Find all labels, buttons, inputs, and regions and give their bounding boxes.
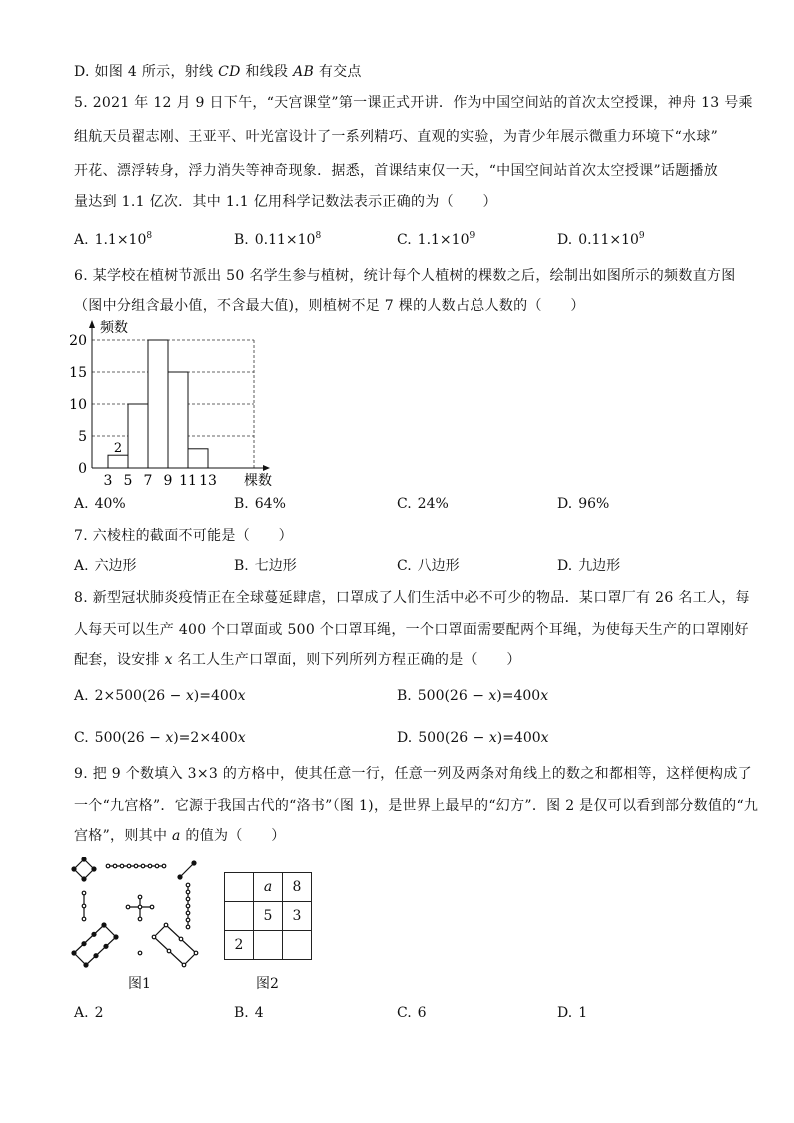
line-text-before: 配套，设安排 [74,652,165,668]
option-label: D. [557,558,573,574]
option-text: 64% [254,496,286,512]
q6-option-d[interactable] [557,494,609,514]
q5-line-3: 开花、漂浮转身，浮力消失等神奇现象．据悉，首课结束仅一天，“中国空间站首次太空授课”话题播放 [74,163,719,179]
q7-option-c[interactable] [397,556,460,576]
y-axis-label: 频数 [100,320,128,336]
option-base: 0.11×10 [578,232,639,248]
option-exponent: 8 [315,231,322,241]
x-tick-label: 9 [163,473,173,488]
figure-2-caption: 图2 [256,976,279,992]
x-tick-label: 3 [103,473,113,488]
option-text: 七边形 [254,558,297,574]
q5-option-a[interactable] [74,230,152,250]
option-base: 1.1×10 [94,232,147,248]
histogram-bar [108,455,128,468]
grid-row [225,931,312,960]
option-text: 40% [94,496,126,512]
option-label: D. [74,64,90,80]
y-tick-label: 10 [69,397,87,413]
q7-line: 7. 六棱柱的截面不可能是（ ） [74,528,293,544]
q8-option-a[interactable] [74,686,246,706]
grid-cell: 8 [283,873,312,902]
option-lhs: 500(26 − [94,730,166,746]
grid-cell-a [254,873,283,902]
ray-cd: CD [218,64,241,80]
option-lhs: 2×500(26 − [94,688,186,704]
option-text: 6 [417,1005,427,1021]
option-mid: )=400 [496,688,541,704]
option-text: 九边形 [578,558,621,574]
histogram-bar [168,372,188,468]
option-text: 4 [254,1005,264,1021]
q9-option-d[interactable] [557,1003,587,1023]
q6-option-a[interactable] [74,494,126,514]
option-exponent: 9 [469,231,476,241]
q9-option-b[interactable] [234,1003,264,1023]
variable-a: a [172,828,181,844]
option-label: B. [397,688,412,704]
option-text-mid: 和线段 [240,64,294,80]
option-label: C. [397,232,412,248]
histogram-bar [188,449,208,468]
q8-line-2: 人每天可以生产 400 个口罩面或 500 个口罩耳绳，一个口罩面需要配两个耳绳，为使每天生产的口罩刚好 [74,622,749,638]
grid-cell [283,931,312,960]
figure-1-caption: 图1 [128,976,151,992]
variable-x: x [488,688,497,704]
y-tick-label: 0 [78,461,87,477]
q5-line-1: 5. 2021 年 12 月 9 日下午，“天宫课堂”第一课正式开讲．作为中国空间站的首次太空授课，神舟 13 号乘 [74,95,753,111]
option-label: C. [397,558,412,574]
option-label: B. [234,558,249,574]
option-mid: )=2×400 [173,730,238,746]
variable-x: x [164,652,173,668]
q6-option-b[interactable] [234,494,286,514]
segment-ab: AB [293,64,315,80]
variable-x: x [237,730,246,746]
variable-x: x [185,688,194,704]
option-text: 2 [94,1005,104,1021]
option-label: A. [74,1005,89,1021]
line-text-before: 宫格”，则其中 [74,828,173,844]
option-label: D. [557,232,573,248]
variable-a: a [263,879,273,895]
option-label: D. [397,730,413,746]
y-tick-label: 20 [69,333,87,349]
option-text: 八边形 [417,558,460,574]
histogram-bar [148,340,168,468]
option-base: 1.1×10 [417,232,470,248]
q9-option-c[interactable] [397,1003,427,1023]
option-label: A. [74,496,89,512]
option-lhs: 500(26 − [417,688,489,704]
option-mid: )=400 [496,730,541,746]
option-text-before: 如图 4 所示，射线 [94,64,219,80]
option-label: D. [557,496,573,512]
option-mid: )=400 [193,688,238,704]
q6-line-1: 6. 某学校在植树节派出 50 名学生参与植树，统计每个人植树的棵数之后，绘制出如图所示的频数直方图 [74,268,736,284]
grid-cell [225,902,254,931]
y-tick-label: 15 [69,365,87,381]
variable-x: x [237,688,246,704]
option-label: C. [397,496,412,512]
histogram-bar [128,404,148,468]
option-lhs: 500(26 − [418,730,489,746]
variable-x: x [165,730,174,746]
y-tick-label: 5 [78,429,87,445]
q9-line-2: 一个“九宫格”．它源于我国古代的“洛书”（图 1)，是世界上最早的“幻方”．图 2 是仅可以看到部分数值的“九 [74,798,759,814]
q7-option-b[interactable] [234,556,297,576]
q8-option-c[interactable] [74,728,246,748]
x-tick-label: 11 [179,473,197,488]
q7-option-a[interactable] [74,556,137,576]
grid-cell: 5 [254,902,283,931]
y-axis-arrow [89,320,95,328]
option-label: D. [557,1005,573,1021]
x-axis-label: 棵数 [244,473,272,488]
variable-x: x [540,730,549,746]
option-label: B. [234,1005,249,1021]
x-tick-label: 13 [199,473,217,488]
histogram-plot [69,319,272,488]
luoshu-figure [70,857,200,969]
q9-option-a[interactable] [74,1003,103,1023]
q5-line-4: 量达到 1.1 亿次．其中 1.1 亿用科学记数法表示正确的为（ ） [74,194,497,210]
option-base: 0.11×10 [254,232,316,248]
grid-row [225,873,312,902]
option-text: 24% [417,496,449,512]
option-text: 六边形 [94,558,137,574]
x-axis-arrow [263,465,270,471]
q5-line-2: 组航天员翟志刚、王亚平、叶光富设计了一系列精巧、直观的实验，为青少年展示微重力环境下“水球” [74,129,719,145]
option-label: A. [74,232,89,248]
option-label: C. [74,730,89,746]
grid-cell [254,931,283,960]
q6-option-c[interactable] [397,494,449,514]
line-text-after: 的值为（ ） [180,828,286,844]
q9-line-1: 9. 把 9 个数填入 3×3 的方格中，使其任意一行，任意一列及两条对角线上的数之和都相等，这样便构成了 [74,766,752,782]
q5-option-c[interactable] [397,230,475,250]
option-label: B. [234,232,249,248]
q7-option-d[interactable] [557,556,620,576]
q9-line-3 [74,826,286,846]
data-label: 2 [113,441,123,457]
line-text-after: 名工人生产口罩面，则下列所列方程正确的是（ ） [172,652,521,668]
frequency-histogram [58,318,288,488]
x-tick-label: 5 [123,473,133,488]
q6-line-2: （图中分组含最小值，不含最大值)，则植树不足 7 棵的人数占总人数的（ ） [74,298,585,314]
variable-x: x [488,730,497,746]
variable-x: x [540,688,549,704]
q8-option-d[interactable] [397,728,549,748]
option-label: A. [74,558,89,574]
magic-square-grid [224,872,312,960]
option-text: 96% [578,496,610,512]
grid-cell: 3 [283,902,312,931]
x-tick-label: 7 [143,473,153,488]
option-text: 1 [578,1005,588,1021]
option-exponent: 9 [638,231,645,241]
option-text-after: 有交点 [314,64,362,80]
option-exponent: 8 [146,231,153,241]
grid-cell [225,873,254,902]
q4-option-d [74,62,362,82]
q8-option-b[interactable] [397,686,548,706]
option-label: C. [397,1005,412,1021]
option-label: B. [234,496,249,512]
q8-line-1: 8. 新型冠状肺炎疫情正在全球蔓延肆虐，口罩成了人们生活中必不可少的物品．某口罩厂有 26 名工人，每 [74,590,750,606]
q5-option-d[interactable] [557,230,645,250]
q8-line-3 [74,650,521,670]
option-label: A. [74,688,89,704]
grid-row [225,902,312,931]
grid-cell: 2 [225,931,254,960]
q5-option-b[interactable] [234,230,321,250]
